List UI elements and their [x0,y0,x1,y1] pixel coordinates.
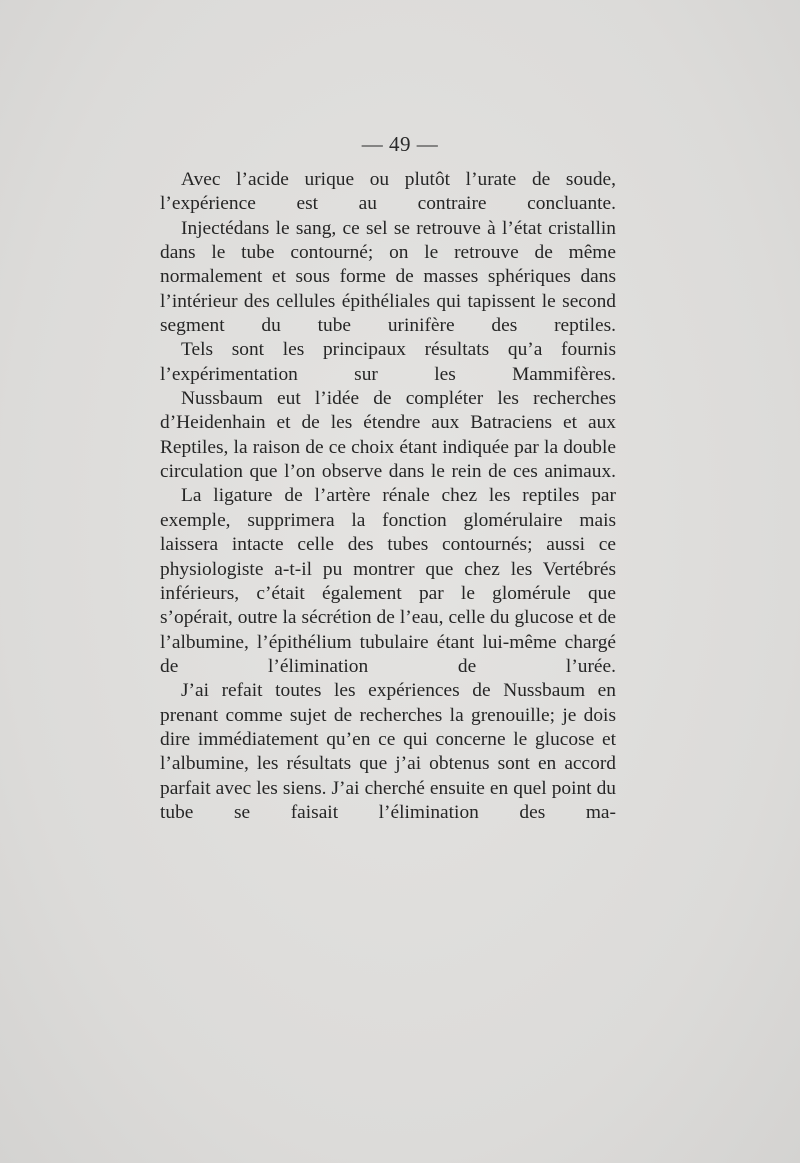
paragraph-6: J’ai refait toutes les expériences de Nussbaum en prenant comme sujet de recherches la grenouille; je dois dire immédiatement qu’en ce qui concerne le glucose et l’albumine, les résultats que j’ai obtenus sont en accord parfait avec les siens. J’ai cherché ensuite en quel point du tube se faisait l’élimination des ma- [160,680,616,823]
body-text [160,168,616,825]
paragraph-4: Nussbaum eut l’idée de compléter les recherches d’Heidenhain et de les étendre aux Batraciens et aux Reptiles, la raison de ce choix étant indiquée par la double circulation que l’on observe dans le rein de ces animaux. [160,388,616,483]
paragraph-2: Injectédans le sang, ce sel se retrouve à l’état cristallin dans le tube contourné; on le retrouve de même normalement et sous forme de masses sphériques dans l’intérieur des cellules épithéliales qui tapissent le second segment du tube urinifère des reptiles. [160,217,616,337]
paragraph-5: La ligature de l’artère rénale chez les reptiles par exemple, supprimera la fonction glomérulaire mais laissera intacte celle des tubes contournés; aussi ce physiologiste a-t-il pu montrer que chez les Vertébrés inférieurs, c’était également par le glomérule que s’opérait, outre la sécrétion de l’eau, celle du glucose et de l’albumine, l’épithélium tubulaire étant lui-même chargé de l’élimination de l’urée. [160,485,616,677]
paragraph-3: Tels sont les principaux résultats qu’a fournis l’expérimentation sur les Mammifères. [160,339,616,385]
page-number: — 49 — [361,132,439,156]
paragraph-1: Avec l’acide urique ou plutôt l’urate de soude, l’expérience est au contraire concluante. [160,169,616,215]
